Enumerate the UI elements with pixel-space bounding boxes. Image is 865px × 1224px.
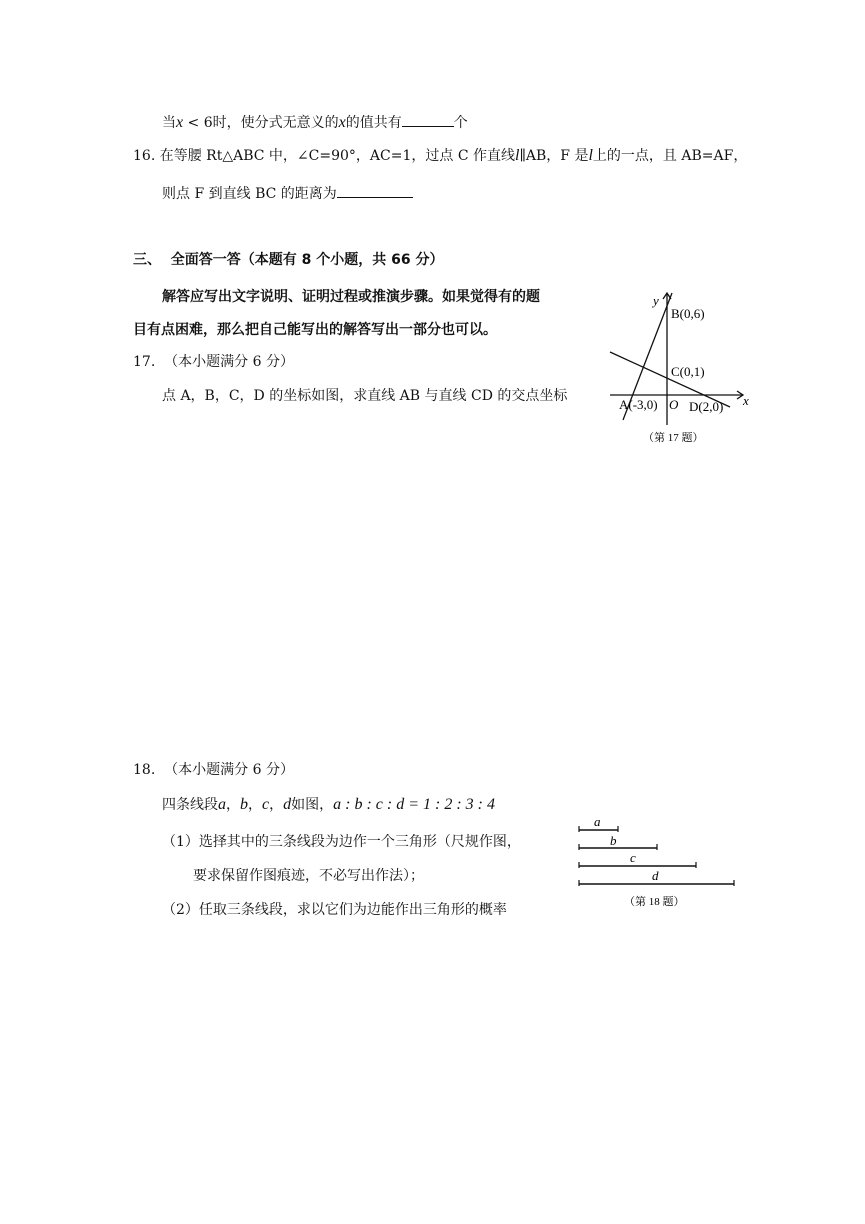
section-3-title: 全面答一答（本题有 8 个小题，共 66 分） (170, 252, 444, 268)
q15-text-mid: 时，使分式无意义的 (212, 115, 339, 131)
q18-label-a: a (594, 814, 601, 829)
q16-text-a: 在等腰 Rt△ABC 中，∠C=90°，AC=1，过点 C 作直线 (159, 148, 515, 164)
section-3-number: 三、 (133, 252, 161, 268)
q15-answer-blank[interactable] (402, 112, 454, 127)
q18-intro (162, 795, 495, 815)
q16-answer-blank[interactable] (337, 183, 413, 198)
q18-label-d: d (652, 868, 659, 883)
q18-part-1-line-1: （1）选择其中的三条线段为边作一个三角形（尺规作图， (162, 834, 521, 850)
q16-line-2 (162, 183, 413, 204)
q15-unit: 个 (453, 115, 468, 131)
q18-caption: （第 18 题） (624, 896, 685, 908)
q18-points: （本小题满分 6 分） (164, 762, 294, 778)
q16-line-1 (133, 146, 747, 166)
q17-figure (605, 285, 755, 450)
q15-condition: < 6 (183, 115, 213, 131)
q18-var-d: d (283, 796, 292, 813)
q18-var-b: b (240, 796, 248, 813)
q18-figure (574, 812, 744, 912)
q17-caption: （第 17 题） (643, 432, 704, 444)
q18-label-c: c (630, 850, 636, 865)
q17-label-x: x (743, 393, 749, 408)
q15-text-post: 的值共有 (345, 115, 402, 131)
q17-label-o: O (669, 397, 679, 412)
q16-text-c: 上的一点，且 AB=AF， (592, 148, 748, 164)
q15-var-x2: x (338, 114, 346, 131)
q17-text: 点 A，B，C，D 的坐标如图，求直线 AB 与直线 CD 的交点坐标 (162, 388, 568, 404)
q18-sep-2: ， (248, 797, 262, 813)
section-3-instr-1: 解答应写出文字说明、证明过程或推演步骤。如果觉得有的题 (162, 289, 540, 305)
q16-line-l2: l (588, 147, 593, 164)
q17-label-c: C(0,1) (671, 364, 705, 379)
q15-text-pre: 当 (162, 115, 176, 131)
q15-var-x: x (176, 114, 184, 131)
q18-header (133, 760, 294, 780)
q16-text-b: ∥AB，F 是 (519, 148, 589, 164)
q18-part-2: （2）任取三条线段，求以它们为边能作出三角形的概率 (162, 902, 507, 918)
q18-number: 18. (133, 762, 156, 778)
q17-header (133, 352, 294, 372)
q16-number: 16. (133, 148, 156, 164)
q15-tail-line (162, 112, 468, 133)
q17-label-d: D(2,0) (689, 399, 724, 414)
q18-ratio: a : b : c : d = 1 : 2 : 3 : 4 (333, 796, 495, 813)
q17-label-b: B(0,6) (671, 306, 705, 321)
section-3-header (133, 250, 443, 270)
q18-var-c: c (262, 796, 270, 813)
q18-sep-3: ， (269, 797, 284, 813)
q18-part-1-line-2: 要求保留作图痕迹，不必写出作法）； (193, 868, 424, 884)
q16-text-line2: 则点 F 到直线 BC 的距离为 (162, 186, 337, 202)
q18-label-b: b (610, 833, 617, 848)
q17-label-y: y (653, 293, 659, 308)
q18-intro-a: 四条线段 (162, 797, 218, 813)
q17-label-a: A(-3,0) (619, 397, 658, 412)
q18-sep-1: ， (226, 797, 240, 813)
q18-var-a: a (218, 796, 226, 813)
q17-number: 17. (133, 354, 156, 370)
q17-points: （本小题满分 6 分） (164, 354, 294, 370)
q18-intro-b: 如图， (291, 797, 334, 813)
q16-line-l: l (514, 147, 520, 164)
section-3-instr-2: 目有点困难，那么把自己能写出的解答写出一部分也可以。 (133, 322, 497, 338)
